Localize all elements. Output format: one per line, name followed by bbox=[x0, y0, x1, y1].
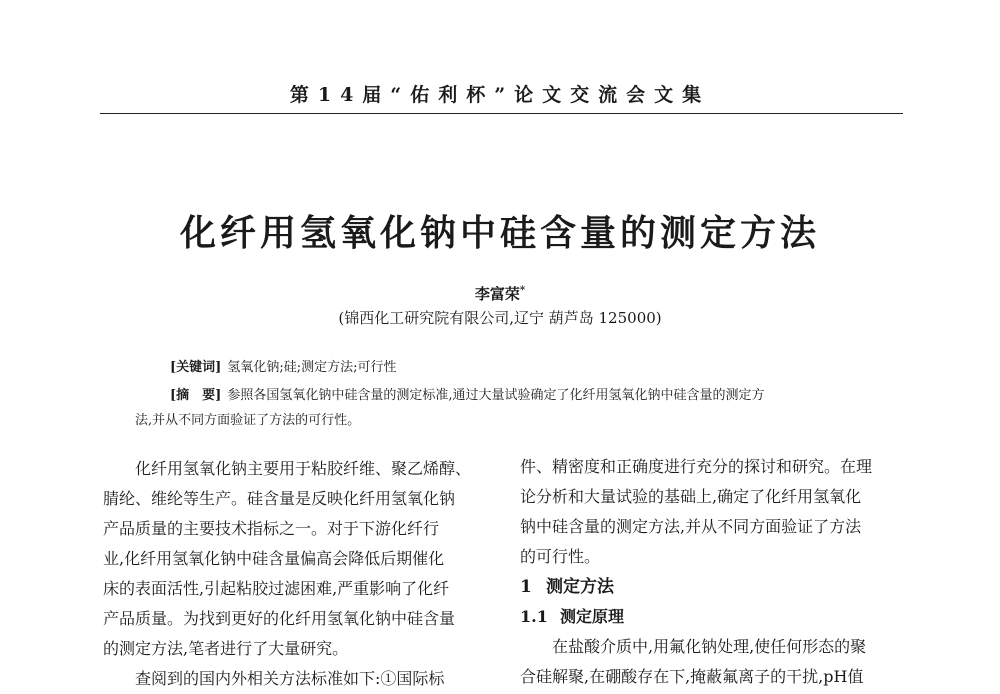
right-column bbox=[520, 452, 905, 692]
body-line: 件、精密度和正确度进行充分的探讨和研究。在理 bbox=[520, 457, 873, 476]
abstract-text-1: 参照各国氢氧化钠中硅含量的测定标准,通过大量试验确定了化纤用氢氧化钠中硅含量的测定方 bbox=[227, 388, 765, 403]
keywords-label: [关键词] bbox=[170, 360, 222, 375]
section-number: 1 bbox=[520, 577, 532, 597]
body-line: 查阅到的国内外相关方法标准如下:①国际标 bbox=[135, 669, 445, 688]
body-line: 的测定方法,笔者进行了大量研究。 bbox=[103, 639, 349, 658]
section-heading-1-1 bbox=[520, 602, 905, 632]
subsection-number: 1.1 bbox=[520, 607, 548, 626]
author-name: 李富荣 bbox=[474, 285, 520, 303]
author-footnote-mark: * bbox=[519, 285, 526, 296]
abstract-line-2: 法,并从不同方面验证了方法的可行性。 bbox=[135, 413, 361, 428]
header-rule bbox=[100, 113, 903, 114]
body-line: 合硅解聚,在硼酸存在下,掩蔽氟离子的干扰,pH值 bbox=[520, 667, 864, 686]
body-line: 床的表面活性,引起粘胶过滤困难,严重影响了化纤 bbox=[103, 579, 450, 598]
body-line: 产品质量。为找到更好的化纤用氢氧化钠中硅含量 bbox=[103, 609, 456, 628]
body-line: 论分析和大量试验的基础上,确定了化纤用氢氧化 bbox=[520, 487, 862, 506]
body-line: 化纤用氢氧化钠主要用于粘胶纤维、聚乙烯醇、 bbox=[135, 459, 472, 478]
body-line: 的可行性。 bbox=[520, 547, 601, 566]
body-line: 产品质量的主要技术指标之一。对于下游化纤行 bbox=[103, 519, 440, 538]
keywords bbox=[170, 356, 396, 375]
subsection-title: 测定原理 bbox=[560, 607, 625, 626]
abstract-line-1 bbox=[170, 384, 764, 403]
body-line: 腈纶、维纶等生产。硅含量是反映化纤用氢氧化钠 bbox=[103, 489, 456, 508]
author-line bbox=[0, 283, 1000, 304]
journal-header: 第14届“佑利杯”论文交流会文集 bbox=[289, 84, 711, 106]
section-title: 测定方法 bbox=[546, 577, 614, 597]
affiliation: (锦西化工研究院有限公司,辽宁 葫芦岛 125000) bbox=[338, 309, 662, 327]
abstract-label: [摘 要] bbox=[170, 388, 222, 403]
body-line: 在盐酸介质中,用氟化钠处理,使任何形态的聚 bbox=[552, 637, 867, 656]
section-heading-1 bbox=[520, 572, 905, 602]
body-line: 钠中硅含量的测定方法,并从不同方面验证了方法 bbox=[520, 517, 862, 536]
keywords-text: 氢氧化钠;硅;测定方法;可行性 bbox=[227, 360, 397, 375]
paper-title: 化纤用氢氧化钠中硅含量的测定方法 bbox=[179, 212, 820, 254]
body-line: 业,化纤用氢氧化钠中硅含量偏高会降低后期催化 bbox=[103, 549, 445, 568]
left-column bbox=[103, 454, 488, 694]
